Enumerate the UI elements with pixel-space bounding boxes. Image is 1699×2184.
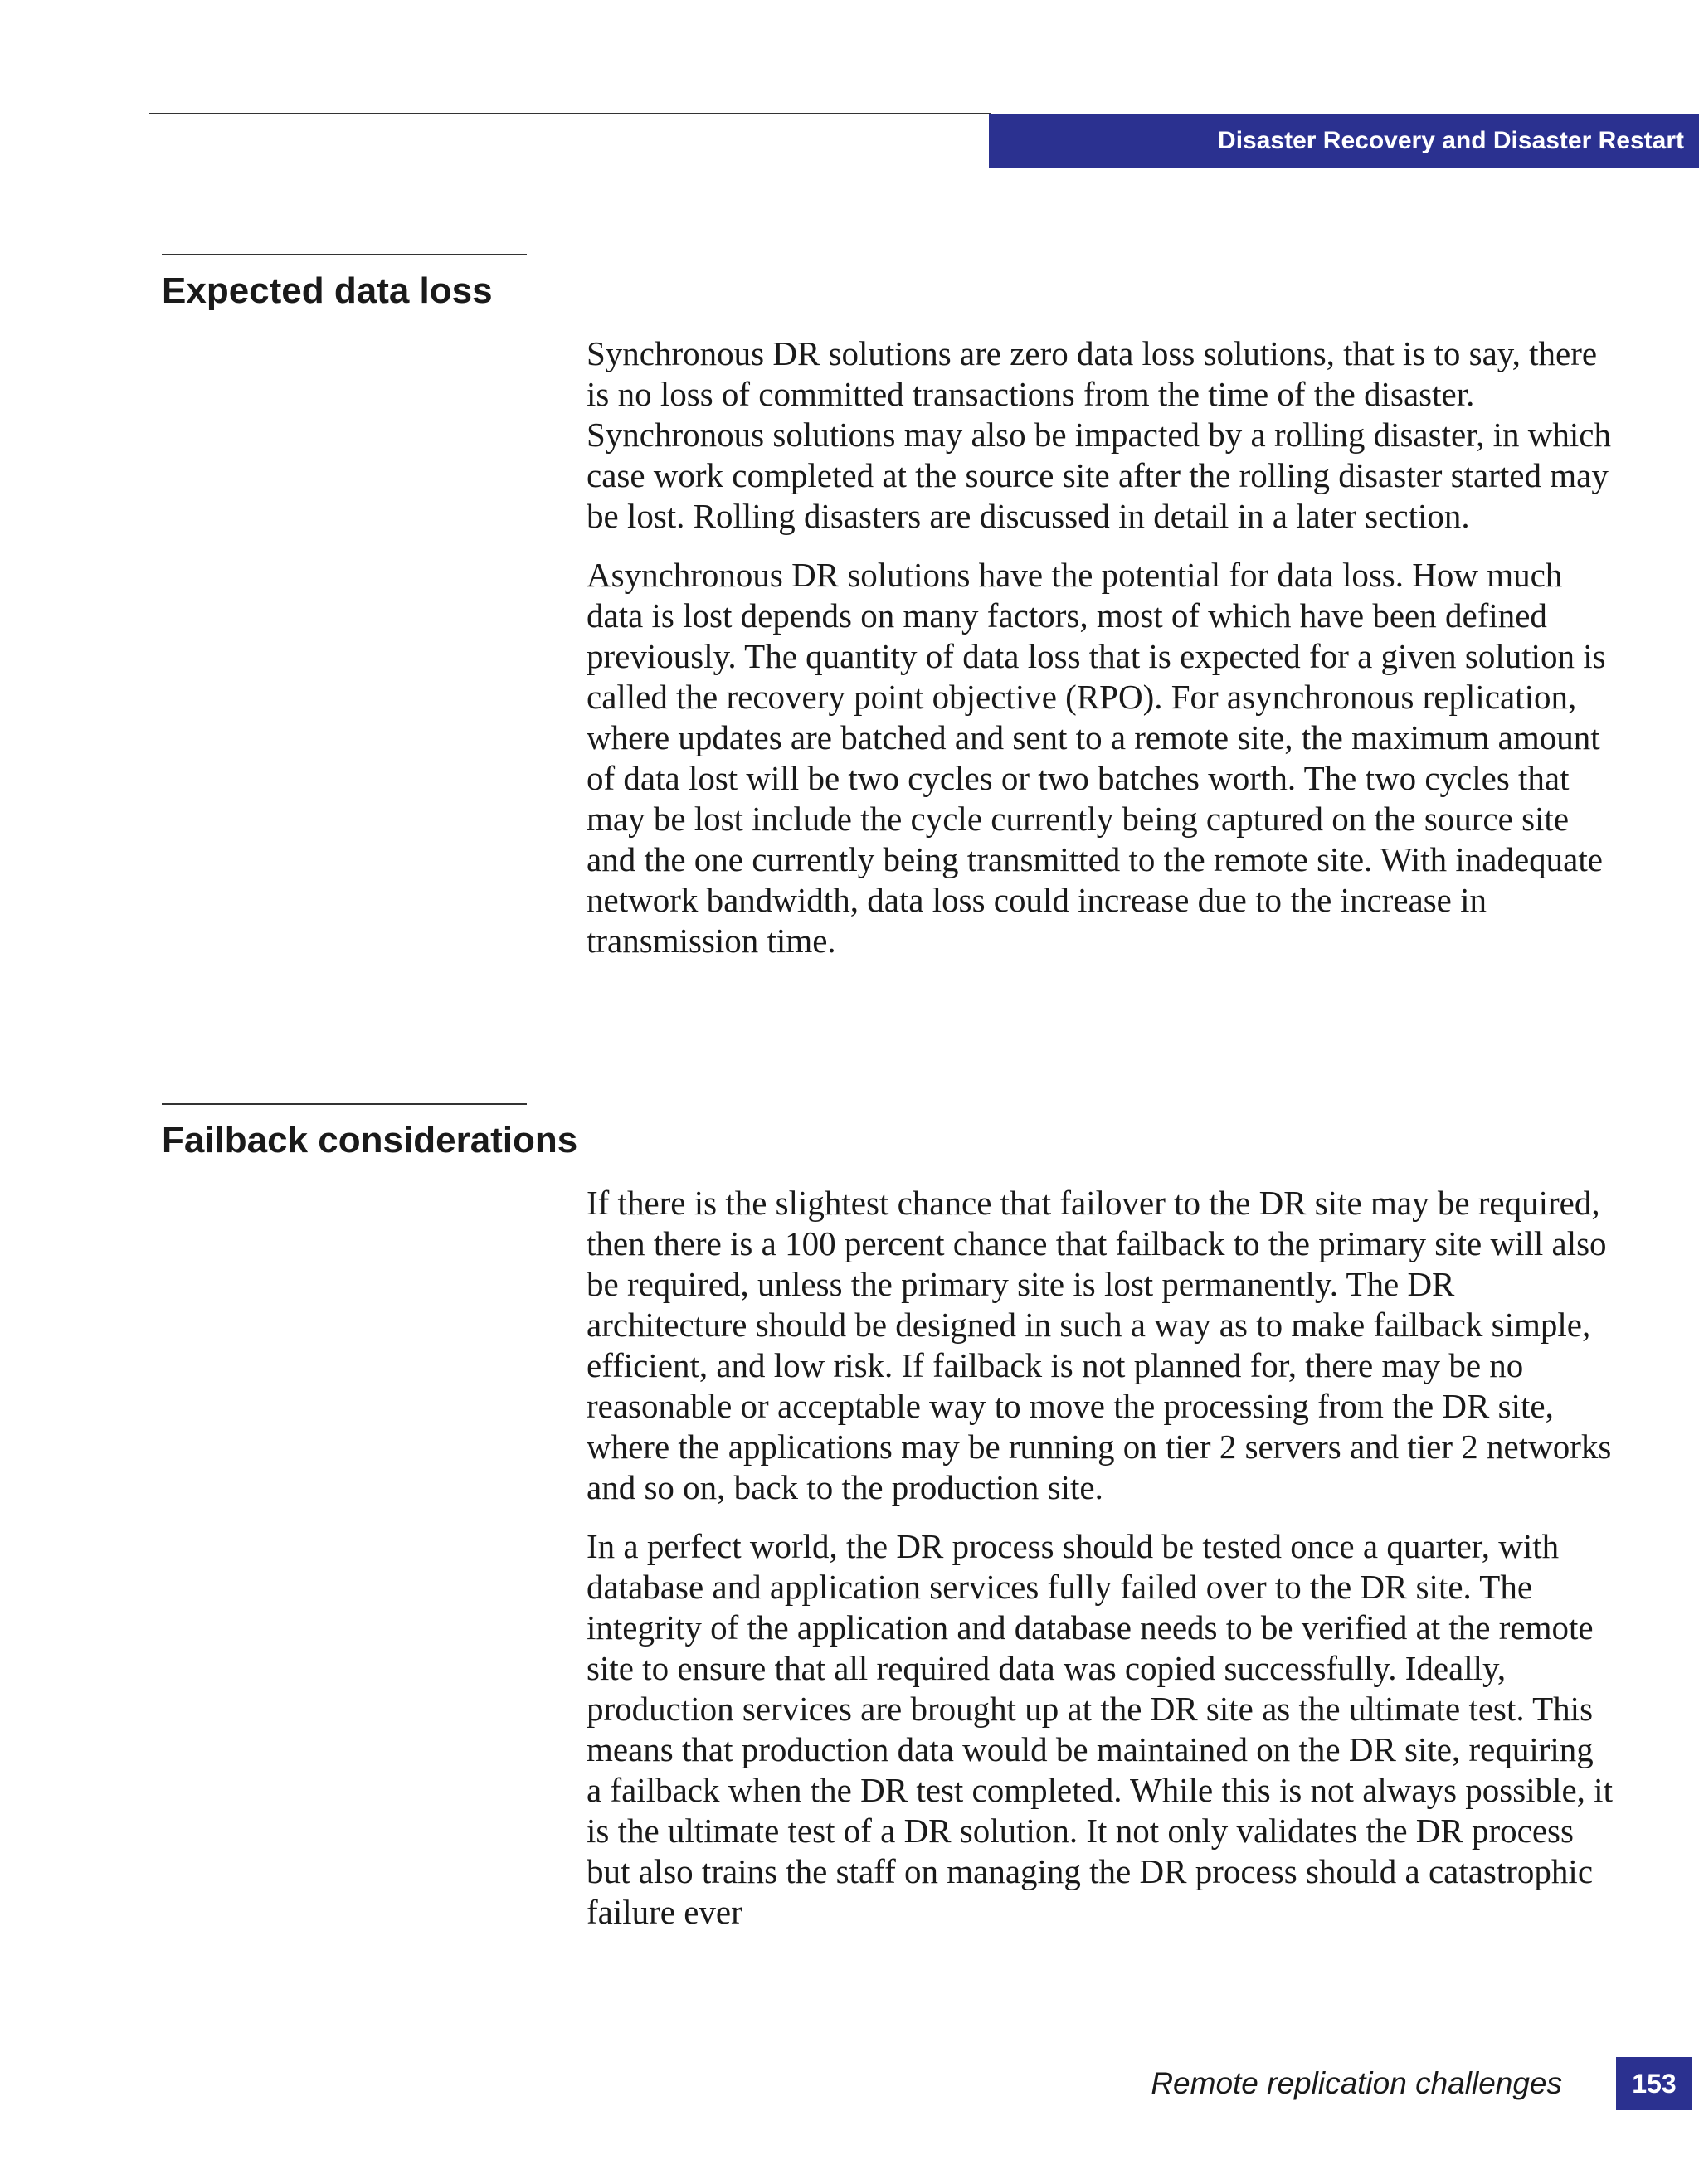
footer-book-section: Remote replication challenges [1151, 2066, 1562, 2100]
section-heading-failback-considerations: Failback considerations [162, 1120, 578, 1160]
section-heading-expected-data-loss: Expected data loss [162, 270, 493, 311]
section-rule [162, 254, 527, 255]
paragraph: In a perfect world, the DR process should be tested once a quarter, with database and application services fully failed over to the DR site. The integrity of the application and database needs to be verified at the remote site to ensure that all required data was copied successfully. Ideally, production services are brought up at the DR site as the ultimate test. This means that production data would be maintained on the DR site, requiring a failback when the DR test completed. While this is not always possible, it is the ultimate test of a DR solution. It not only validates the DR process but also trains the staff on managing the DR process should a catastrophic failure ever [587, 1527, 1613, 1931]
paragraph: Asynchronous DR solutions have the potential for data loss. How much data is lost depends on many factors, most of which have been defined previously. The quantity of data loss that is expected for a given solution is called the recovery point objective (RPO). For asynchronous replication, where updates are batched and sent to a remote site, the maximum amount of data lost will be two cycles or two batches worth. The two cycles that may be lost include the cycle currently being captured on the source site and the one currently being transmitted to the remote site. With inadequate network bandwidth, data loss could increase due to the increase in transmission time. [587, 556, 1606, 960]
chapter-title: Disaster Recovery and Disaster Restart [1218, 127, 1684, 154]
chapter-title-band [989, 114, 1699, 168]
page-number: 153 [1616, 2057, 1692, 2110]
header-rule [149, 113, 991, 114]
paragraph: Synchronous DR solutions are zero data loss solutions, that is to say, there is no loss of committed transactions from the time of the disaster. Synchronous solutions may also be impacted by a rolling disaster, in which case work completed at the source site after the rolling disaster started may be lost. Rolling disasters are discussed in detail in a later section. [587, 334, 1612, 535]
section-rule [162, 1103, 527, 1105]
section-body-expected-data-loss [587, 333, 1615, 980]
paragraph: If there is the slightest chance that failover to the DR site may be required, then there is a 100 percent chance that failback to the primary site will also be required, unless the primary site is lost permanently. The DR architecture should be designed in such a way as to make failback simple, efficient, and low risk. If failback is not planned for, there may be no reasonable or acceptable way to move the processing from the DR site, where the applications may be running on tier 2 servers and tier 2 networks and so on, back to the production site. [587, 1184, 1612, 1506]
section-body-failback-considerations [587, 1183, 1615, 1951]
